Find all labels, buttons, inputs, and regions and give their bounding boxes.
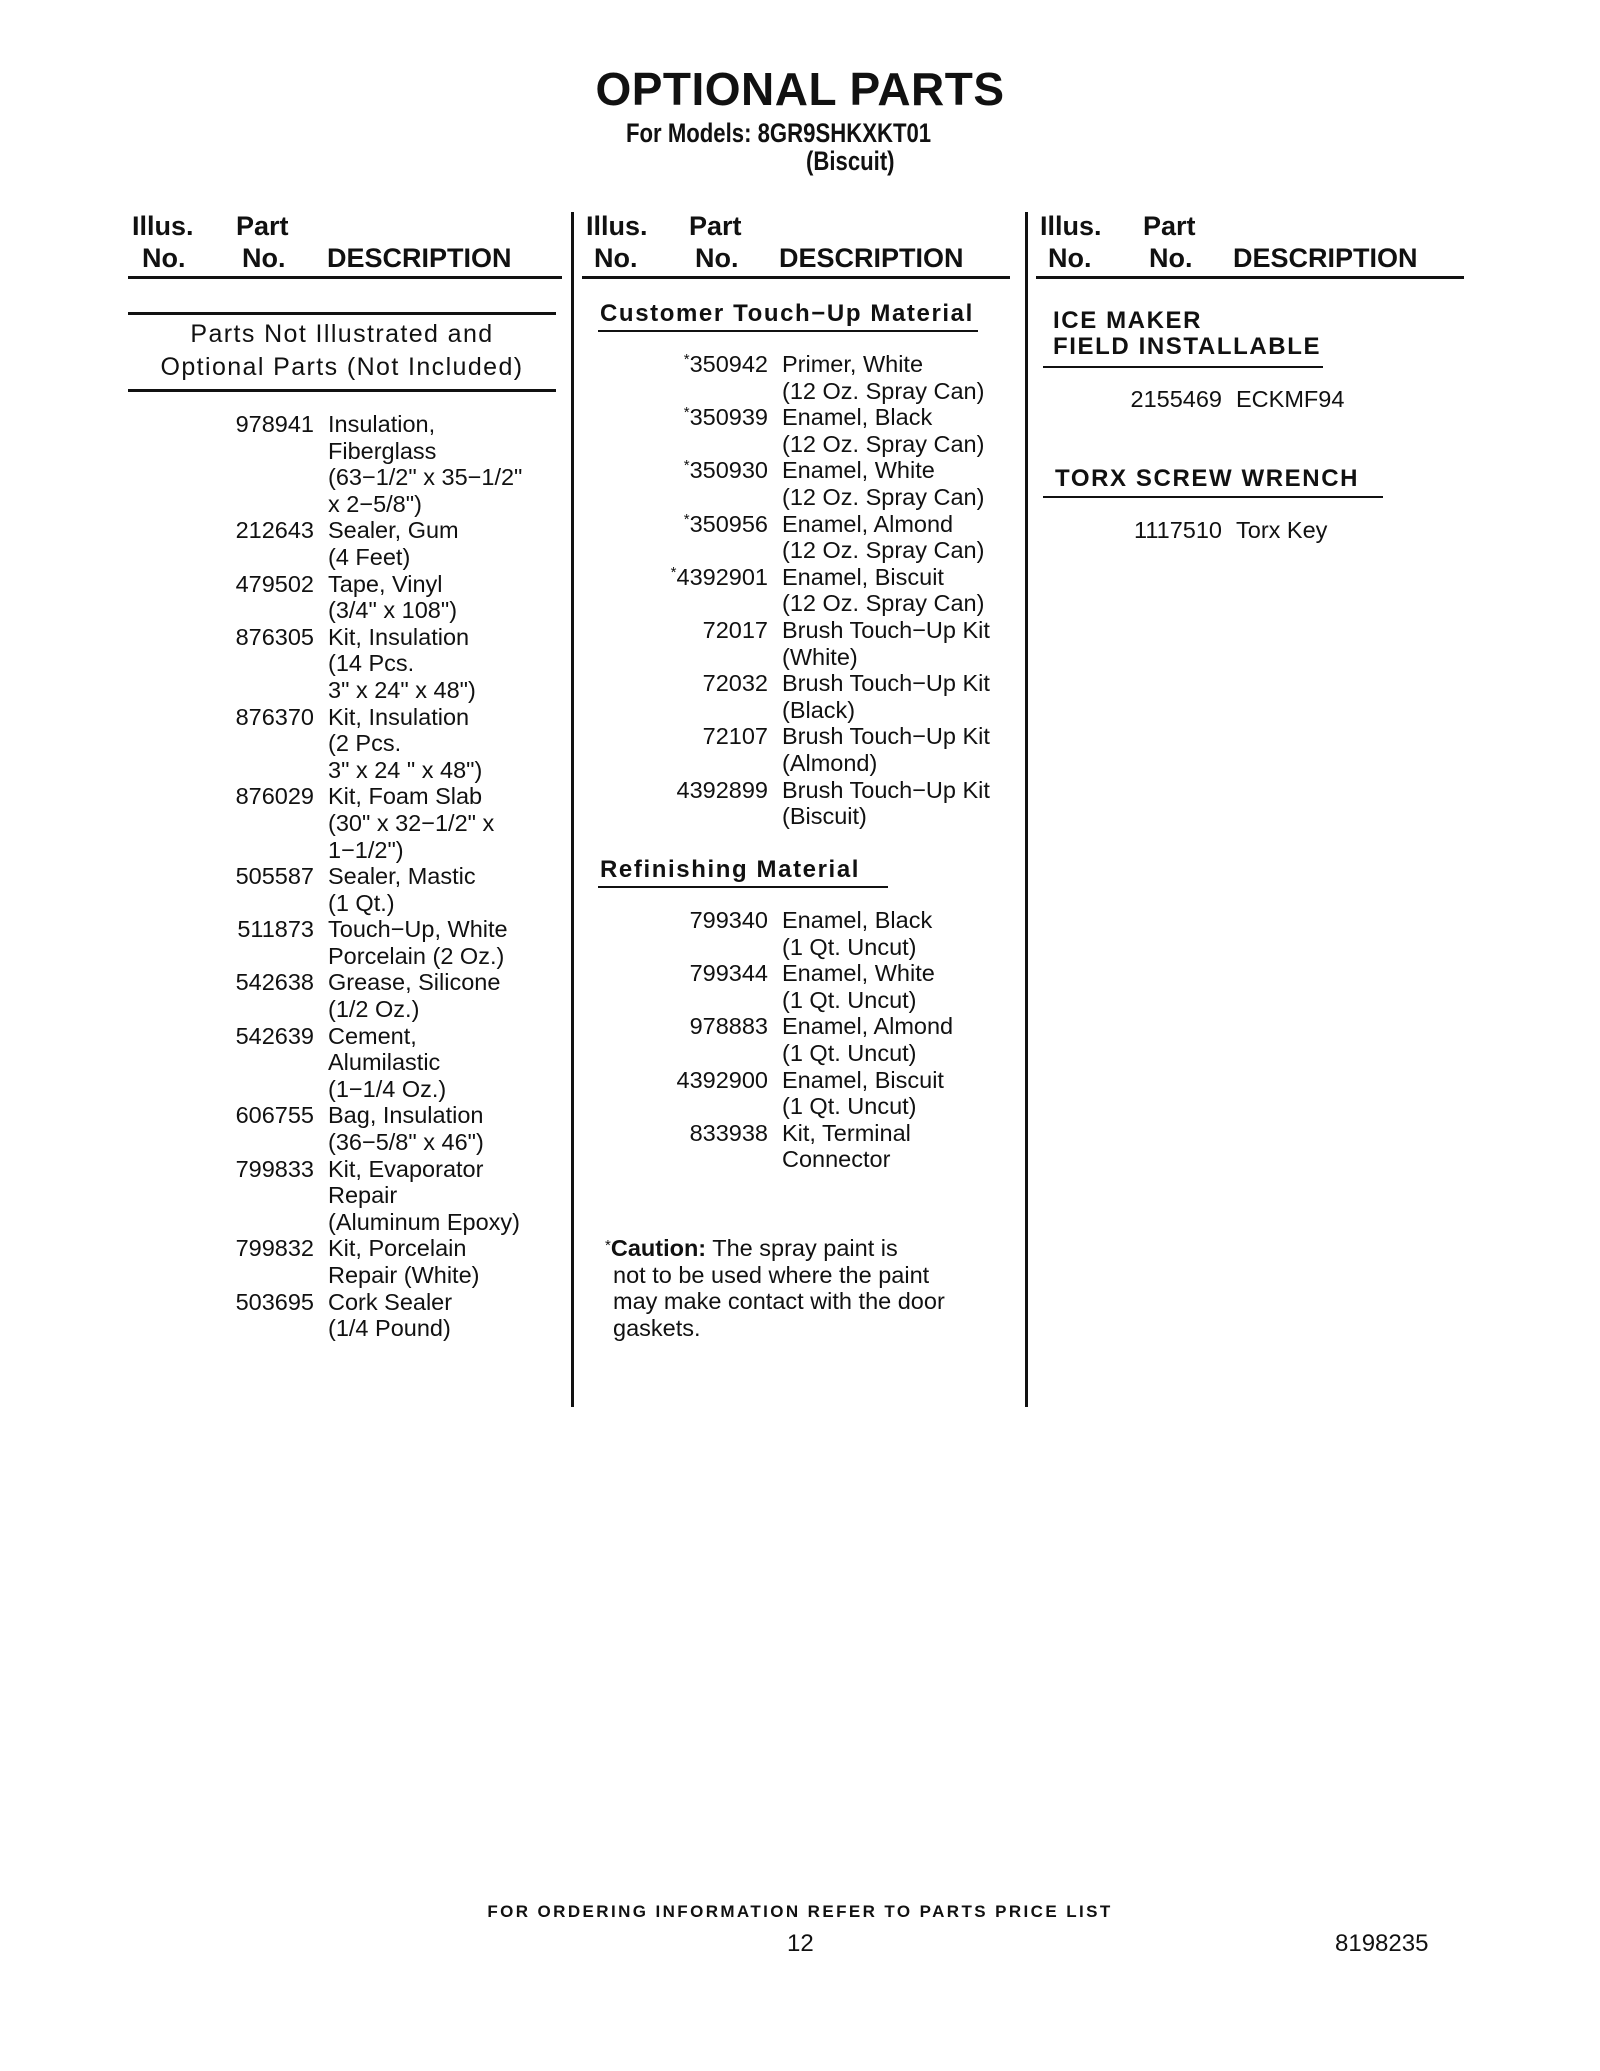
part-number-text: 799340 bbox=[689, 907, 768, 933]
part-description: Bag, Insulation (36−5/8" x 46") bbox=[328, 1102, 484, 1156]
part-number-text: 542639 bbox=[235, 1022, 314, 1049]
part-number bbox=[648, 960, 768, 987]
part-number-text: 350942 bbox=[689, 351, 768, 377]
caution-label: Caution: bbox=[610, 1235, 707, 1261]
part-row bbox=[689, 1119, 1022, 1173]
parts-list-col1 bbox=[235, 411, 568, 1342]
part-number-text: 1117510 bbox=[1134, 517, 1222, 543]
part-number bbox=[648, 511, 768, 538]
part-label: Part bbox=[236, 211, 289, 241]
part-number bbox=[194, 969, 314, 996]
part-number bbox=[648, 1120, 768, 1147]
part-description: Enamel, Black (1 Qt. Uncut) bbox=[782, 907, 933, 960]
part-number bbox=[1102, 386, 1222, 413]
part-number bbox=[648, 617, 768, 644]
part-row bbox=[235, 411, 568, 517]
header-rule bbox=[128, 276, 562, 279]
part-description: Tape, Vinyl (3/4" x 108") bbox=[328, 570, 458, 624]
models-line: For Models: 8GR9SHKXKT01 bbox=[626, 118, 932, 148]
part-number-text: 505587 bbox=[235, 863, 314, 890]
asterisk-mark: * bbox=[683, 510, 690, 528]
part-number bbox=[194, 1235, 314, 1262]
part-description: Enamel, Black (12 Oz. Spray Can) bbox=[782, 404, 985, 457]
part-row bbox=[676, 776, 1022, 830]
column-divider bbox=[571, 212, 574, 1407]
part-number bbox=[648, 457, 768, 484]
illus-no-label: No. bbox=[594, 243, 638, 273]
part-row bbox=[683, 457, 1022, 510]
column-header bbox=[128, 206, 562, 281]
parts-list-touch-up bbox=[670, 351, 1022, 830]
part-number-text: 212643 bbox=[235, 517, 314, 544]
part-description: Sealer, Mastic (1 Qt.) bbox=[328, 863, 476, 916]
caution-text: The spray paint is bbox=[706, 1235, 898, 1261]
column-header bbox=[582, 206, 1012, 281]
part-row bbox=[235, 863, 568, 916]
illus-label: Illus. bbox=[1040, 211, 1102, 241]
section-title-line: ICE MAKER bbox=[1053, 307, 1203, 334]
part-description: Brush Touch−Up Kit (White) bbox=[782, 616, 990, 670]
part-description: Enamel, Biscuit (12 Oz. Spray Can) bbox=[782, 563, 985, 617]
part-number bbox=[194, 783, 314, 810]
part-number-text: 833938 bbox=[689, 1119, 768, 1146]
part-no-label: No. bbox=[242, 243, 286, 273]
part-description: Brush Touch−Up Kit (Biscuit) bbox=[782, 776, 990, 830]
part-row bbox=[670, 563, 1022, 617]
part-row bbox=[683, 404, 1022, 457]
part-row bbox=[235, 1102, 568, 1156]
part-description: Cork Sealer (1/4 Pound) bbox=[328, 1288, 453, 1342]
section-rule-top bbox=[128, 312, 556, 315]
section-title-torx-wrench: TORX SCREW WRENCH bbox=[1055, 465, 1360, 492]
illus-label: Illus. bbox=[132, 211, 194, 241]
part-number-text: 72032 bbox=[702, 670, 768, 697]
section-title-line: Parts Not Illustrated and bbox=[190, 320, 494, 348]
part-row bbox=[683, 351, 1022, 404]
section-title-touch-up: Customer Touch−Up Material bbox=[600, 300, 974, 327]
part-row bbox=[235, 517, 568, 570]
section-title-line: Optional Parts (Not Included) bbox=[160, 353, 524, 381]
part-number-text: 479502 bbox=[235, 570, 314, 597]
section-rule bbox=[598, 886, 888, 888]
part-number bbox=[194, 411, 314, 438]
part-row bbox=[689, 960, 1022, 1013]
part-row bbox=[702, 670, 1022, 723]
part-row bbox=[1134, 517, 1466, 544]
part-description: Brush Touch−Up Kit (Almond) bbox=[782, 723, 990, 776]
part-description: Brush Touch−Up Kit (Black) bbox=[782, 670, 990, 723]
part-number bbox=[1102, 517, 1222, 544]
part-number-text: 978941 bbox=[235, 411, 314, 437]
ordering-note: FOR ORDERING INFORMATION REFER TO PARTS PRICE LIST bbox=[487, 1902, 1113, 1921]
color-line: (Biscuit) bbox=[806, 146, 895, 176]
part-row bbox=[235, 783, 568, 863]
section-title-parts-not-illustrated bbox=[128, 318, 556, 384]
part-number bbox=[648, 777, 768, 804]
part-description: Insulation, Fiberglass (63−1/2" x 35−1/2" x 2−5/8") bbox=[328, 411, 523, 517]
section-title-ice-maker bbox=[1053, 308, 1321, 360]
part-row bbox=[235, 623, 568, 704]
section-rule bbox=[1043, 366, 1323, 368]
parts-list-refinishing bbox=[676, 907, 1022, 1173]
part-number-text: 350956 bbox=[689, 510, 768, 537]
part-number-text: 876029 bbox=[235, 783, 314, 810]
part-row bbox=[702, 723, 1022, 776]
page-number: 12 bbox=[787, 1930, 814, 1957]
header-rule bbox=[1036, 276, 1464, 279]
caution-note bbox=[605, 1235, 1005, 1341]
asterisk-mark: * bbox=[683, 457, 690, 475]
part-number bbox=[194, 1102, 314, 1129]
part-number-text: 350930 bbox=[689, 457, 768, 484]
part-number bbox=[194, 571, 314, 598]
part-row bbox=[683, 510, 1022, 564]
part-number bbox=[648, 1013, 768, 1040]
part-number-text: 876370 bbox=[235, 703, 314, 730]
part-description: Sealer, Gum (4 Feet) bbox=[328, 517, 459, 570]
caution-text: gaskets. bbox=[613, 1314, 701, 1341]
part-no-label: No. bbox=[695, 243, 739, 273]
part-description: Kit, Insulation (2 Pcs. 3" x 24 " x 48") bbox=[328, 703, 483, 783]
part-label: Part bbox=[1143, 211, 1196, 241]
part-number bbox=[194, 1023, 314, 1050]
part-description: Enamel, White (1 Qt. Uncut) bbox=[782, 960, 935, 1013]
part-row bbox=[235, 1155, 568, 1236]
part-description: Kit, Foam Slab (30" x 32−1/2" x 1−1/2") bbox=[328, 783, 495, 863]
part-description: Kit, Porcelain Repair (White) bbox=[328, 1235, 480, 1288]
caution-text: not to be used where the paint bbox=[613, 1261, 930, 1288]
description-label: DESCRIPTION bbox=[779, 243, 964, 273]
parts-list-torx bbox=[1134, 517, 1466, 544]
part-number bbox=[648, 351, 768, 378]
part-number bbox=[194, 517, 314, 544]
part-number-text: 511873 bbox=[237, 916, 314, 943]
part-number bbox=[194, 863, 314, 890]
caution-line bbox=[605, 1235, 1005, 1262]
part-number-text: 2155469 bbox=[1130, 386, 1222, 412]
part-number-text: 876305 bbox=[235, 623, 314, 650]
part-number bbox=[648, 907, 768, 934]
part-number-text: 72017 bbox=[702, 616, 768, 643]
part-description: Primer, White (12 Oz. Spray Can) bbox=[782, 351, 985, 404]
section-title-refinishing: Refinishing Material bbox=[600, 856, 861, 883]
illus-no-label: No. bbox=[142, 243, 186, 273]
asterisk-mark: * bbox=[670, 563, 677, 581]
description-label: DESCRIPTION bbox=[327, 243, 512, 273]
part-number-text: 799833 bbox=[235, 1155, 314, 1182]
part-row bbox=[689, 1013, 1022, 1066]
section-rule bbox=[1043, 496, 1383, 498]
header-rule bbox=[582, 276, 1010, 279]
part-row bbox=[235, 570, 568, 624]
part-number-text: 978883 bbox=[689, 1013, 768, 1040]
illus-no-label: No. bbox=[1048, 243, 1092, 273]
column-header bbox=[1036, 206, 1466, 281]
part-number bbox=[648, 723, 768, 750]
part-row bbox=[237, 916, 568, 969]
part-description: Enamel, White (12 Oz. Spray Can) bbox=[782, 457, 985, 510]
part-number bbox=[194, 1156, 314, 1183]
part-number bbox=[648, 1067, 768, 1094]
part-number-text: 350939 bbox=[689, 404, 768, 431]
part-number-text: 606755 bbox=[235, 1102, 314, 1129]
part-description: Enamel, Biscuit (1 Qt. Uncut) bbox=[782, 1066, 944, 1120]
part-label: Part bbox=[689, 211, 742, 241]
part-description: Kit, Terminal Connector bbox=[782, 1119, 911, 1173]
part-description: Grease, Silicone (1/2 Oz.) bbox=[328, 969, 501, 1023]
section-rule-bottom bbox=[128, 389, 556, 392]
part-description: Kit, Insulation (14 Pcs. 3" x 24" x 48") bbox=[328, 623, 476, 703]
part-row bbox=[1130, 386, 1466, 413]
part-row bbox=[235, 1288, 568, 1342]
part-number bbox=[194, 1289, 314, 1316]
part-number bbox=[194, 916, 314, 943]
description-label: DESCRIPTION bbox=[1233, 243, 1418, 273]
part-number bbox=[194, 624, 314, 651]
part-row bbox=[235, 703, 568, 784]
part-row bbox=[702, 616, 1022, 670]
part-number-text: 799832 bbox=[235, 1235, 314, 1262]
part-number-text: 503695 bbox=[235, 1288, 314, 1315]
part-number-text: 799344 bbox=[689, 960, 768, 987]
asterisk-mark: * bbox=[683, 404, 690, 422]
illus-label: Illus. bbox=[586, 211, 648, 241]
part-description: Enamel, Almond (12 Oz. Spray Can) bbox=[782, 510, 985, 564]
part-row bbox=[235, 1022, 568, 1103]
part-number bbox=[648, 564, 768, 591]
caution-star: * bbox=[605, 1237, 611, 1254]
part-description: Touch−Up, White Porcelain (2 Oz.) bbox=[328, 916, 508, 969]
part-row bbox=[235, 969, 568, 1023]
part-number-text: 542638 bbox=[235, 969, 314, 996]
part-number-text: 72107 bbox=[702, 723, 768, 750]
page-title: OPTIONAL PARTS bbox=[595, 63, 1005, 115]
section-rule bbox=[598, 330, 978, 332]
part-description: Cement, Alumilastic (1−1/4 Oz.) bbox=[328, 1022, 447, 1102]
caution-text: may make contact with the door bbox=[613, 1288, 945, 1315]
part-number-text: 4392899 bbox=[676, 776, 768, 803]
part-row bbox=[676, 1066, 1022, 1120]
part-number bbox=[648, 670, 768, 697]
part-no-label: No. bbox=[1149, 243, 1193, 273]
part-number-text: 4392900 bbox=[676, 1066, 768, 1093]
section-title-line: FIELD INSTALLABLE bbox=[1053, 333, 1322, 360]
document-number: 8198235 bbox=[1335, 1930, 1429, 1957]
column-divider bbox=[1025, 212, 1028, 1407]
part-row bbox=[235, 1235, 568, 1288]
parts-list-ice-maker bbox=[1130, 386, 1466, 413]
part-description: ECKMF94 bbox=[1236, 386, 1345, 412]
part-number-text: 4392901 bbox=[676, 563, 768, 590]
part-description: Enamel, Almond (1 Qt. Uncut) bbox=[782, 1013, 954, 1066]
part-row bbox=[689, 907, 1022, 960]
part-description: Torx Key bbox=[1236, 517, 1328, 543]
asterisk-mark: * bbox=[683, 351, 690, 368]
part-number bbox=[648, 404, 768, 431]
part-number bbox=[194, 704, 314, 731]
part-description: Kit, Evaporator Repair (Aluminum Epoxy) bbox=[328, 1155, 520, 1235]
